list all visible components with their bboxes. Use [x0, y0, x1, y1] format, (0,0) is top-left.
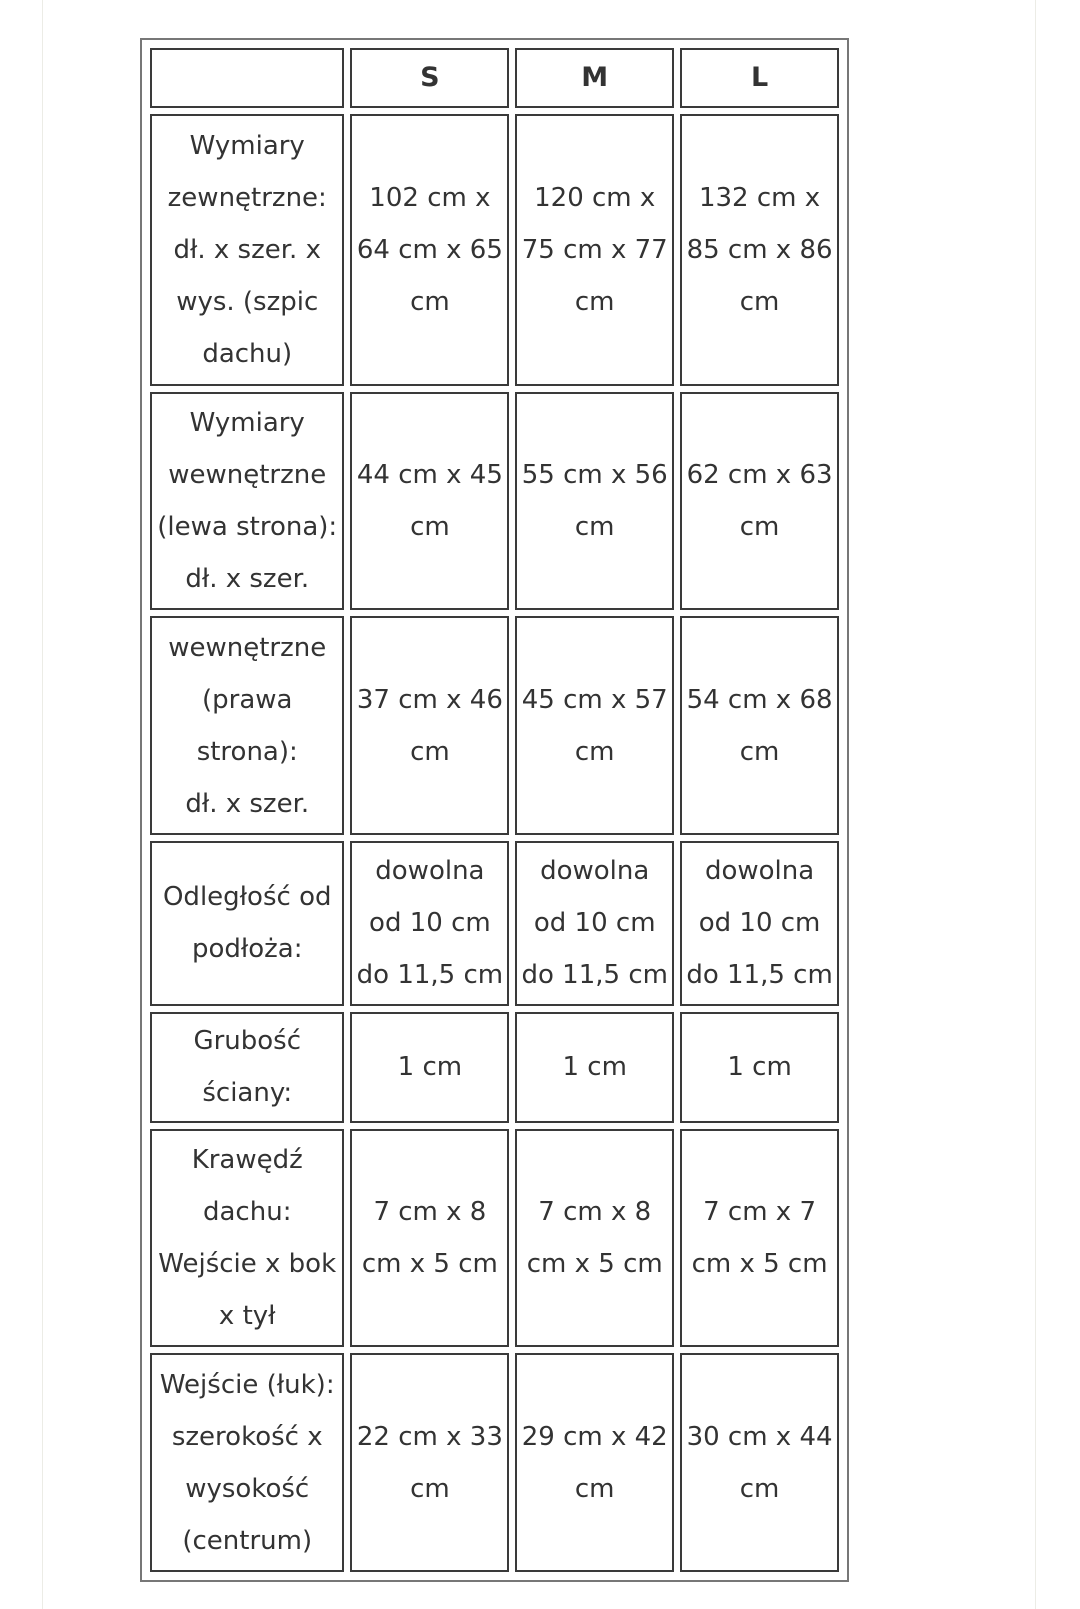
content-card — [42, 0, 1036, 1609]
row-label: wewnętrzne (prawa strona): dł. x szer. — [150, 616, 344, 834]
row-label: Grubość ściany: — [150, 1012, 344, 1123]
table-cell-s: dowolna od 10 cm do 11,5 cm — [350, 841, 509, 1006]
row-label: Wejście (łuk): szerokość x wysokość (centrum) — [150, 1353, 344, 1572]
table-cell-l: 30 cm x 44 cm — [680, 1353, 839, 1572]
table-row-outer-dimensions — [150, 114, 839, 386]
table-cell-s: 102 cm x 64 cm x 65 cm — [350, 114, 509, 386]
header-cell-empty — [150, 48, 344, 108]
table-cell-l: 132 cm x 85 cm x 86 cm — [680, 114, 839, 386]
table-cell-m: 7 cm x 8 cm x 5 cm — [515, 1129, 674, 1347]
table-cell-s: 7 cm x 8 cm x 5 cm — [350, 1129, 509, 1347]
table-cell-m: 1 cm — [515, 1012, 674, 1123]
table-cell-m: dowolna od 10 cm do 11,5 cm — [515, 841, 674, 1006]
table-cell-l: dowolna od 10 cm do 11,5 cm — [680, 841, 839, 1006]
table-cell-m: 55 cm x 56 cm — [515, 392, 674, 610]
size-table-frame — [140, 38, 849, 1582]
table-cell-s: 1 cm — [350, 1012, 509, 1123]
table-row-wall-thickness — [150, 1012, 839, 1123]
table-cell-l: 7 cm x 7 cm x 5 cm — [680, 1129, 839, 1347]
table-row-ground-distance — [150, 841, 839, 1006]
table-cell-l: 54 cm x 68 cm — [680, 616, 839, 834]
table-row-entrance-arch — [150, 1353, 839, 1572]
table-cell-m: 45 cm x 57 cm — [515, 616, 674, 834]
header-cell-size-l: L — [680, 48, 839, 108]
table-cell-l: 62 cm x 63 cm — [680, 392, 839, 610]
table-cell-m: 120 cm x 75 cm x 77 cm — [515, 114, 674, 386]
table-cell-s: 37 cm x 46 cm — [350, 616, 509, 834]
row-label: Odległość od podłoża: — [150, 841, 344, 1006]
row-label: Wymiary zewnętrzne: dł. x szer. x wys. (szpic dachu) — [150, 114, 344, 386]
header-cell-size-s: S — [350, 48, 509, 108]
table-row-inner-left — [150, 392, 839, 610]
table-cell-m: 29 cm x 42 cm — [515, 1353, 674, 1572]
table-cell-s: 44 cm x 45 cm — [350, 392, 509, 610]
header-cell-size-m: M — [515, 48, 674, 108]
table-header-row — [150, 48, 839, 108]
row-label: Krawędź dachu: Wejście x bok x tył — [150, 1129, 344, 1347]
table-cell-s: 22 cm x 33 cm — [350, 1353, 509, 1572]
row-label: Wymiary wewnętrzne (lewa strona): dł. x szer. — [150, 392, 344, 610]
table-row-inner-right — [150, 616, 839, 834]
table-cell-l: 1 cm — [680, 1012, 839, 1123]
table-row-roof-edge — [150, 1129, 839, 1347]
size-table — [144, 42, 845, 1578]
